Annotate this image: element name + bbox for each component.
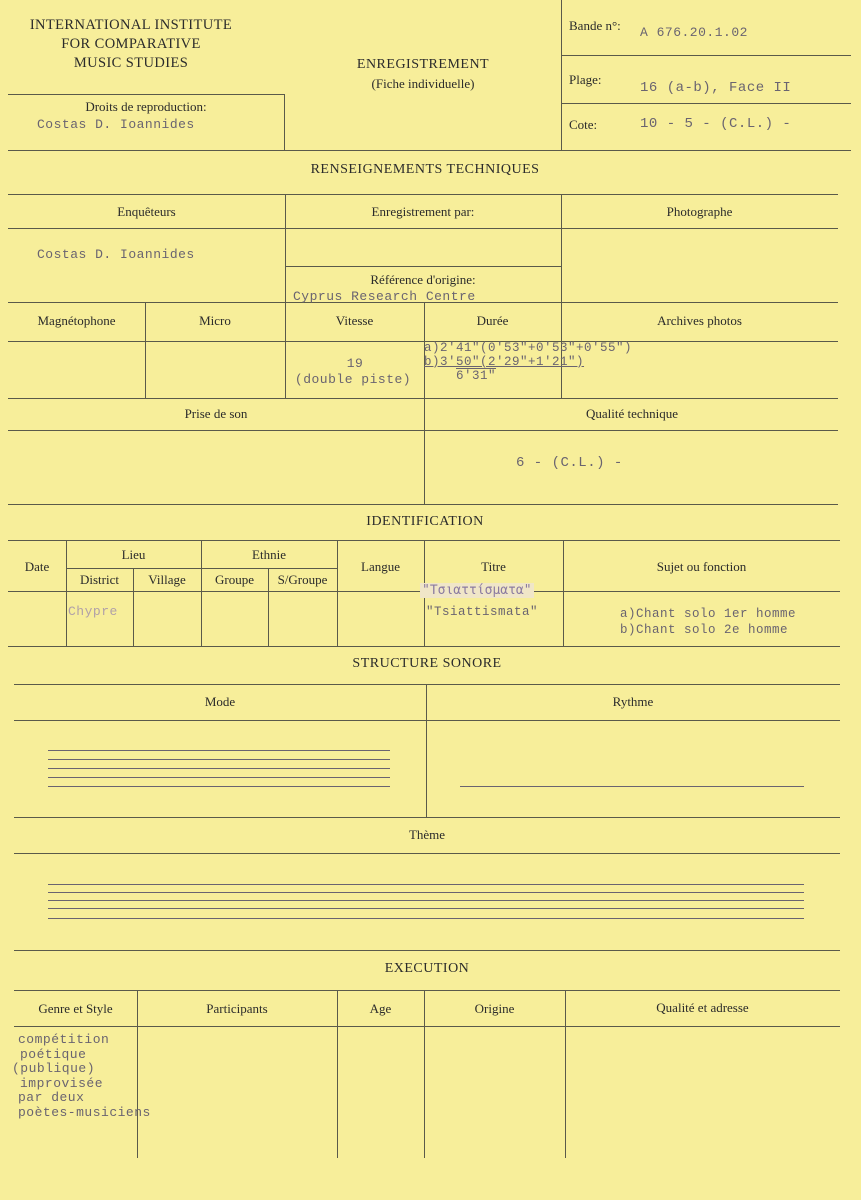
bande-label: Bande n°:	[569, 18, 621, 33]
lieu-label: Lieu	[121, 547, 146, 562]
sujet-line-b: b)Chant solo 2e homme	[620, 623, 789, 637]
structure-section-title: STRUCTURE SONORE	[352, 656, 502, 671]
identification-section-title: IDENTIFICATION	[366, 514, 484, 529]
rights-label: Droits de reproduction:	[85, 99, 207, 114]
theme-label: Thème	[408, 827, 446, 842]
duree-line-b: b)3'50"(2'29"+1'21")	[424, 355, 585, 369]
reference-label: Référence d'origine:	[370, 272, 476, 287]
institute-line-2: FOR COMPARATIVE	[61, 36, 201, 52]
ethnie-label: Ethnie	[252, 547, 286, 562]
duree-total: 6'31"	[456, 369, 497, 383]
sujet-value	[620, 606, 796, 638]
execution-section-title: EXECUTION	[384, 961, 470, 976]
rythme-label: Rythme	[612, 694, 654, 709]
origine-label: Origine	[474, 1001, 515, 1016]
genre-line: poètes-musiciens	[18, 1104, 151, 1120]
reference-value: Cyprus Research Centre	[293, 289, 476, 304]
mode-label: Mode	[204, 694, 236, 709]
titre-latin: "Tsiattismata"	[426, 605, 539, 619]
sgroupe-label: S/Groupe	[277, 572, 328, 587]
micro-label: Micro	[199, 313, 231, 328]
enqueteurs-value: Costas D. Ioannides	[37, 247, 195, 262]
genre-style-value	[12, 1032, 151, 1120]
archives-photos-label: Archives photos	[657, 313, 742, 328]
bande-value: A 676.20.1.02	[640, 25, 748, 40]
district-label: District	[80, 572, 119, 587]
vitesse-label: Vitesse	[335, 313, 374, 328]
prise-de-son-label: Prise de son	[184, 406, 248, 421]
magnetophone-label: Magnétophone	[37, 313, 116, 328]
age-label: Age	[369, 1001, 392, 1016]
institute-line-1: INTERNATIONAL INSTITUTE	[29, 17, 233, 33]
technique-section-title: RENSEIGNEMENTS TECHNIQUES	[310, 162, 540, 177]
rythme-line	[460, 786, 804, 787]
titre-label: Titre	[481, 559, 506, 574]
qualite-technique-label: Qualité technique	[585, 406, 679, 421]
photographe-label: Photographe	[666, 204, 733, 219]
form-subtitle: (Fiche individuelle)	[371, 76, 475, 91]
langue-label: Langue	[361, 559, 400, 574]
village-label: Village	[148, 572, 186, 587]
genre-line: compétition	[18, 1032, 110, 1047]
duree-value	[424, 341, 632, 383]
groupe-label: Groupe	[215, 572, 254, 587]
institute-name	[6, 16, 256, 73]
vitesse-value-line: (double piste)	[294, 372, 412, 387]
genre-line: (publique)	[12, 1061, 96, 1076]
sujet-line-a: a)Chant solo 1er homme	[620, 607, 797, 621]
duree-line-a: a)2'41"(0'53"+0'53"+0'55")	[424, 341, 633, 355]
qualite-technique-value: 6 - (C.L.) -	[516, 455, 623, 471]
enqueteurs-label: Enquêteurs	[117, 204, 176, 219]
participants-label: Participants	[206, 1001, 268, 1016]
date-label: Date	[24, 559, 50, 574]
genre-style-label: Genre et Style	[38, 1001, 113, 1016]
district-value: Chypre	[68, 604, 118, 619]
cote-label: Cote:	[569, 117, 598, 132]
qualite-adresse-label: Qualité et adresse	[656, 1000, 749, 1015]
plage-value: 16 (a-b), Face II	[640, 80, 792, 96]
genre-line: poétique	[20, 1046, 87, 1062]
plage-label: Plage:	[569, 72, 602, 87]
genre-line: par deux	[18, 1090, 85, 1105]
vitesse-value-line: 19	[346, 356, 364, 371]
institute-line-3: MUSIC STUDIES	[73, 55, 189, 71]
sujet-label: Sujet ou fonction	[656, 559, 747, 574]
duree-label: Durée	[476, 313, 509, 328]
titre-greek: "Τσιαττίσματα"	[422, 583, 532, 598]
cote-value: 10 - 5 - (C.L.) -	[640, 116, 792, 132]
rights-value: Costas D. Ioannides	[37, 117, 195, 132]
vitesse-value	[290, 356, 420, 388]
genre-line: improvisée	[20, 1075, 104, 1091]
form-title: ENREGISTREMENT	[356, 57, 490, 72]
enregistrement-par-label: Enregistrement par:	[371, 204, 475, 219]
